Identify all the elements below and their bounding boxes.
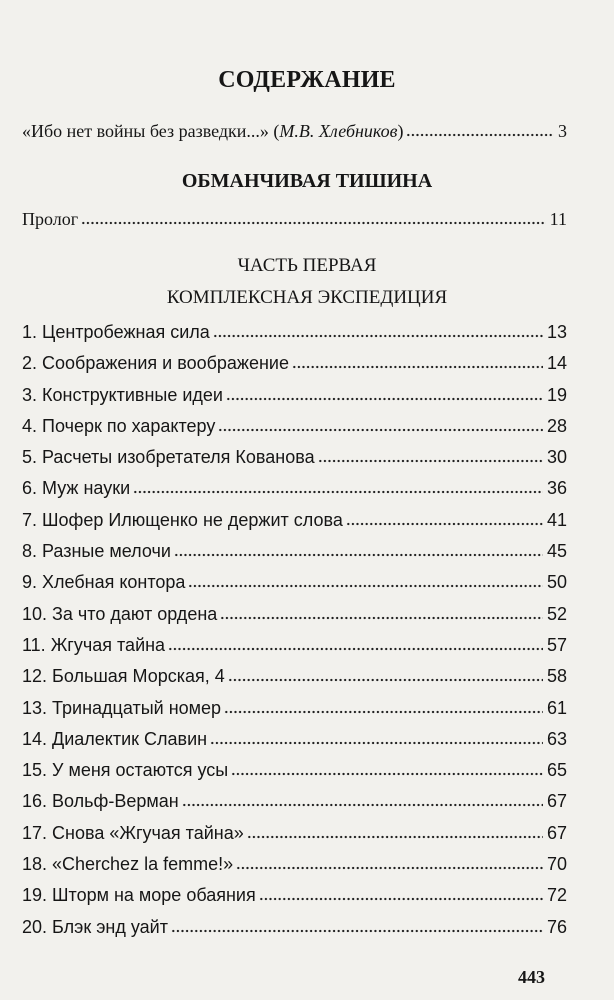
chapter-title: 18. «Cherchez la femme!»: [22, 854, 234, 875]
entry-page-number: 19: [546, 384, 567, 405]
entry-page-number: 70: [546, 854, 567, 875]
dot-leader: [224, 696, 543, 714]
toc-entry-chapter-8: [22, 536, 567, 567]
chapter-title: 13. Тринадцатый номер: [22, 697, 222, 718]
chapter-title: 9. Хлебная контора: [22, 572, 186, 593]
dot-leader: [226, 383, 543, 401]
entry-page-number: 45: [546, 541, 567, 562]
dot-leader: [259, 883, 543, 901]
chapter-title: 5. Расчеты изобретателя Кованова: [22, 447, 315, 468]
epigraph-title: «Ибо нет войны без разведки...»: [22, 121, 269, 141]
toc-entry-epigraph: [22, 116, 567, 146]
toc-entry-chapter-12: [22, 661, 567, 692]
chapter-title: 15. У меня остаются усы: [22, 760, 229, 781]
chapter-list: [22, 317, 567, 943]
entry-page-number: 3: [558, 121, 567, 141]
chapter-title: 14. Диалектик Славин: [22, 728, 208, 749]
entry-page-number: 72: [546, 885, 567, 906]
chapter-title: 10. За что дают ордена: [22, 603, 218, 624]
entry-page-number: 50: [546, 572, 567, 593]
toc-entry-prologue: [22, 204, 567, 234]
entry-page-number: 58: [546, 666, 567, 687]
chapter-title: 16. Вольф-Верман: [22, 791, 179, 812]
dot-leader: [171, 915, 543, 933]
dot-leader: [231, 758, 543, 776]
dot-leader: [346, 508, 543, 526]
chapter-title: 1. Центробежная сила: [22, 322, 210, 342]
epigraph-author: ( М.В. Хлебников ): [273, 121, 403, 141]
toc-title: СОДЕРЖАНИЕ: [218, 67, 396, 93]
dot-leader: [168, 633, 543, 651]
toc-entry-chapter-9: [22, 567, 567, 598]
toc-entry-chapter-11: [22, 630, 567, 661]
dot-leader: [210, 727, 543, 745]
entry-page-number: 41: [546, 509, 567, 530]
chapter-title: 20. Блэк энд уайт: [22, 916, 168, 937]
entry-page-number: 28: [546, 415, 567, 436]
toc-entry-chapter-19: [22, 880, 567, 911]
prologue-label: Пролог: [22, 209, 79, 229]
dot-leader: [220, 602, 543, 620]
chapter-title: 17. Снова «Жгучая тайна»: [22, 822, 244, 843]
entry-page-number: 76: [546, 916, 567, 937]
toc-entry-chapter-3: [22, 380, 567, 411]
chapter-title: 19. Шторм на море обаяния: [22, 885, 256, 906]
part-title: КОМПЛЕКСНАЯ ЭКСПЕДИЦИЯ: [166, 287, 448, 308]
entry-page-number: 67: [546, 822, 567, 843]
dot-leader: [218, 414, 543, 432]
toc-entry-chapter-5: [22, 442, 567, 473]
dot-leader: [228, 664, 543, 682]
entry-page-number: 11: [549, 209, 567, 229]
toc-entry-chapter-1: [22, 317, 567, 348]
dot-leader: [406, 119, 554, 137]
dot-leader: [292, 351, 543, 369]
toc-entry-chapter-20: [22, 912, 567, 943]
chapter-title: 11. Жгучая тайна: [22, 634, 166, 655]
part-label: ЧАСТЬ ПЕРВАЯ: [237, 255, 377, 276]
entry-page-number: 63: [546, 728, 567, 749]
dot-leader: [133, 476, 543, 494]
toc-entry-chapter-14: [22, 724, 567, 755]
toc-entry-chapter-16: [22, 786, 567, 817]
toc-entry-chapter-18: [22, 849, 567, 880]
toc-entry-chapter-15: [22, 755, 567, 786]
dot-leader: [188, 570, 543, 588]
dot-leader: [213, 320, 543, 338]
chapter-title: 6. Муж науки: [22, 478, 131, 499]
toc-entry-chapter-6: [22, 473, 567, 504]
book-title: ОБМАНЧИВАЯ ТИШИНА: [181, 170, 433, 192]
dot-leader: [236, 852, 543, 870]
chapter-title: 12. Большая Морская, 4: [22, 666, 225, 687]
entry-page-number: 14: [546, 353, 567, 374]
chapter-title: 3. Конструктивные идеи: [22, 384, 223, 405]
toc-entry-chapter-13: [22, 693, 567, 724]
entry-page-number: 65: [546, 760, 567, 781]
dot-leader: [182, 789, 543, 807]
dot-leader: [174, 539, 543, 557]
epigraph-entry-label: [22, 116, 403, 146]
entry-page-number: 67: [546, 791, 567, 812]
dot-leader: [318, 445, 543, 463]
toc-entry-chapter-4: [22, 411, 567, 442]
toc-entry-chapter-10: [22, 599, 567, 630]
chapter-title: 4. Почерк по характеру: [22, 415, 216, 436]
entry-page-number: 36: [546, 478, 567, 499]
dot-leader: [81, 207, 546, 225]
chapter-title: 8. Разные мелочи: [22, 541, 171, 562]
toc-entry-chapter-7: [22, 505, 567, 536]
toc-entry-chapter-2: [22, 348, 567, 379]
dot-leader: [247, 821, 543, 839]
toc-entry-chapter-17: [22, 818, 567, 849]
entry-page-number: 13: [546, 322, 567, 342]
entry-page-number: 61: [546, 697, 567, 718]
entry-page-number: 30: [546, 447, 567, 468]
page-number: 443: [518, 967, 545, 987]
entry-page-number: 57: [546, 634, 567, 655]
entry-page-number: 52: [546, 603, 567, 624]
chapter-title: 7. Шофер Илющенко не держит слова: [22, 509, 343, 530]
chapter-title: 2. Соображения и воображение: [22, 353, 289, 374]
